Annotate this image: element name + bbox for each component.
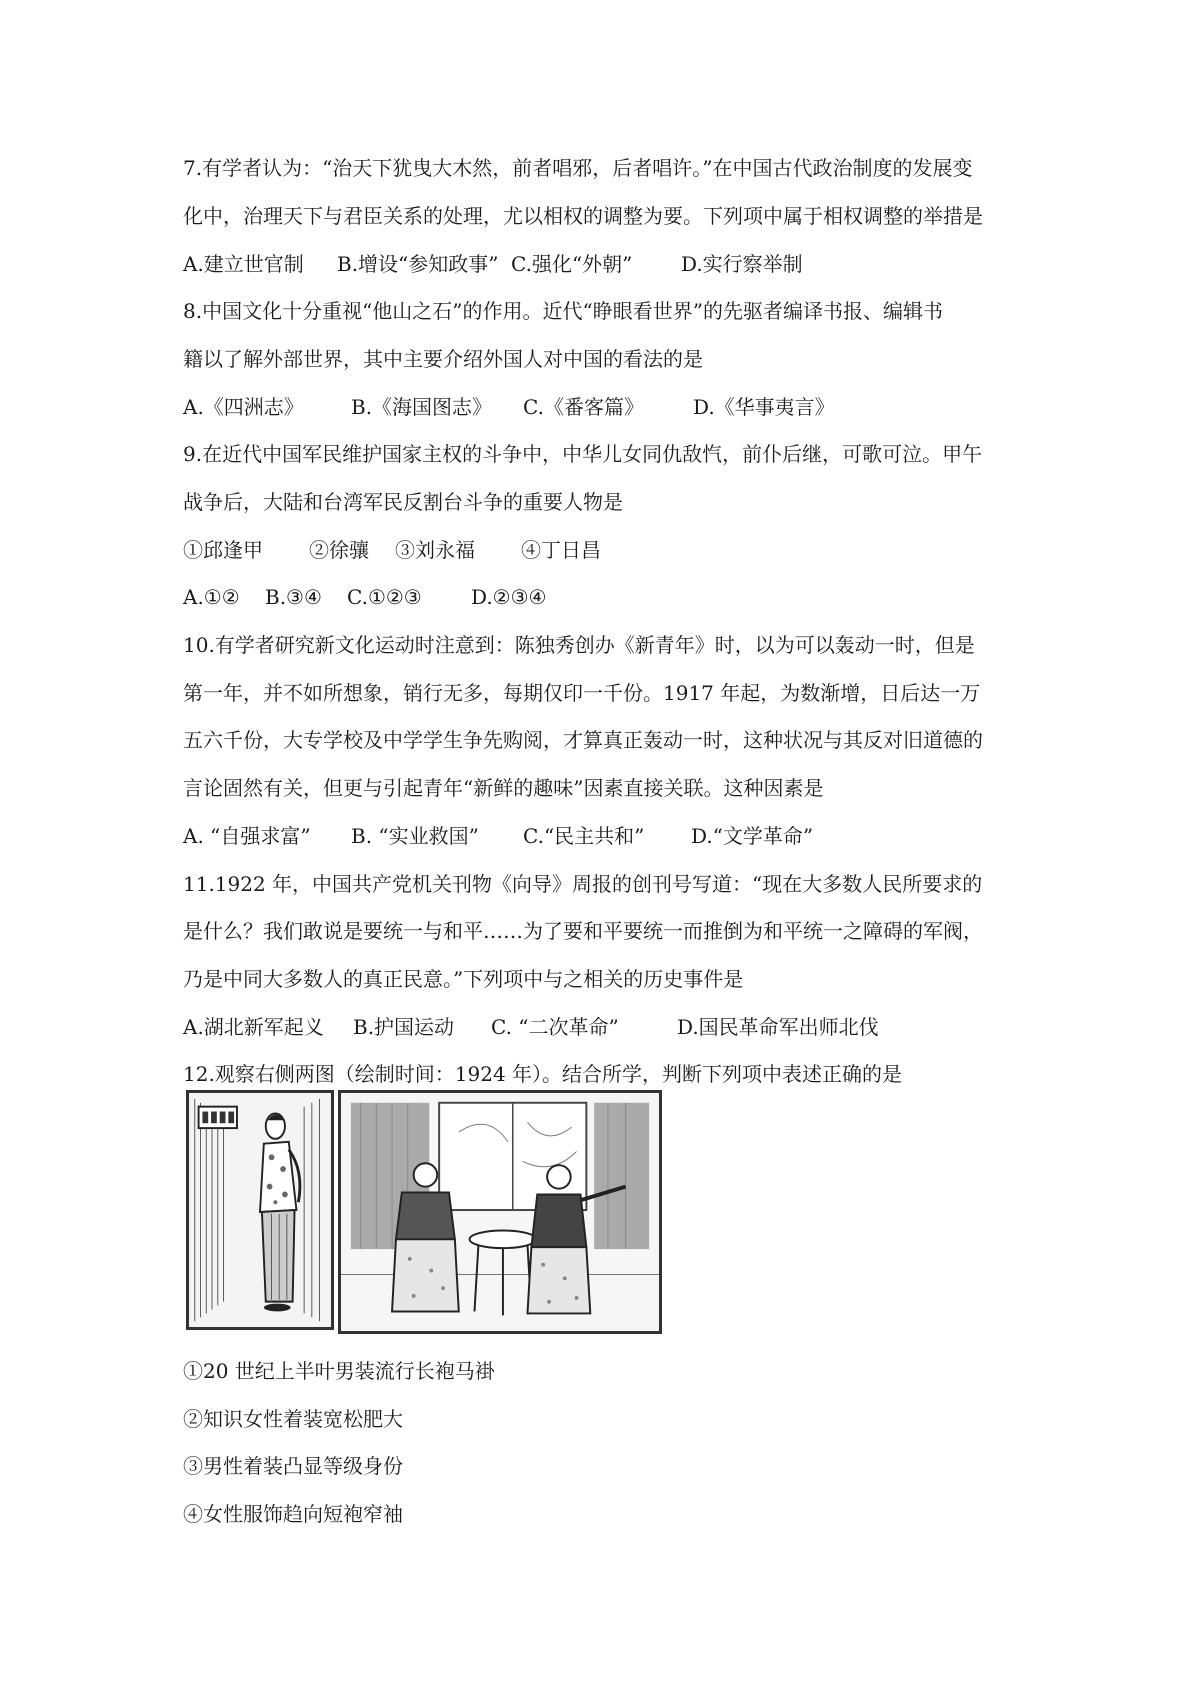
q9-item-2: ②徐骧 — [309, 538, 369, 562]
figure-woman-in-doorway — [186, 1090, 334, 1330]
q9-item-3: ③刘永福 — [395, 538, 475, 562]
q10-options — [183, 822, 813, 850]
q10-stem-line-4: 言论固然有关，但更与引起青年“新鲜的趣味”因素直接关联。这种因素是 — [183, 776, 824, 800]
q9-option-b: B.③④ — [265, 585, 322, 609]
q7-stem-line-1: 7.有学者认为：“治天下犹曳大木然，前者唱邪，后者唱许。”在中国古代政治制度的发展变 — [183, 156, 973, 180]
q9-options — [183, 583, 546, 611]
q12-figures — [186, 1090, 662, 1334]
figure-two-men-conversing — [338, 1090, 662, 1334]
q8-option-c: C.《番客篇》 — [523, 395, 644, 419]
q10-stem-line-1: 10.有学者研究新文化运动时注意到：陈独秀创办《新青年》时，以为可以轰动一时，但是 — [183, 633, 975, 657]
q10-option-b: B. “实业救国” — [351, 824, 479, 848]
q9-items — [183, 536, 601, 564]
woman-illustration — [189, 1093, 331, 1327]
q12-stem: 12.观察右侧两图（绘制时间：1924 年）。结合所学，判断下列项中表述正确的是 — [183, 1062, 903, 1086]
q12-item-3: ③男性着装凸显等级身份 — [183, 1454, 403, 1478]
q9-stem-line-1: 9.在近代中国军民维护国家主权的斗争中，中华儿女同仇敌忾，前仆后继，可歌可泣。甲午 — [183, 442, 983, 466]
q11-stem-line-1: 11.1922 年，中国共产党机关刊物《向导》周报的创刊号写道：“现在大多数人民所要求的 — [183, 872, 983, 896]
q11-stem-line-3: 乃是中同大多数人的真正民意。”下列项中与之相关的历史事件是 — [183, 967, 744, 991]
q11-stem-line-2: 是什么？我们敢说是要统一与和平……为了要和平要统一而推倒为和平统一之障碍的军阀， — [183, 919, 983, 943]
q10-stem-line-2: 第一年，并不如所想象，销行无多，每期仅印一千份。1917 年起，为数渐增，日后达一万 — [183, 681, 981, 705]
q12-item-4: ④女性服饰趋向短袍窄袖 — [183, 1502, 403, 1526]
q12-item-1: ①20 世纪上半叶男装流行长袍马褂 — [183, 1359, 495, 1383]
q9-option-a: A.①② — [183, 585, 240, 609]
q7-stem-line-2: 化中，治理天下与君臣关系的处理，尤以相权的调整为要。下列项中属于相权调整的举措是 — [183, 204, 983, 228]
q11-option-a: A.湖北新军起义 — [183, 1015, 324, 1039]
q11-options — [183, 1013, 879, 1041]
q11-option-c: C. “二次革命” — [491, 1015, 619, 1039]
q8-options — [183, 393, 835, 421]
q10-option-c: C.“民主共和” — [523, 824, 645, 848]
men-illustration — [341, 1093, 659, 1331]
q9-item-1: ①邱逢甲 — [183, 538, 263, 562]
q8-stem-line-1: 8.中国文化十分重视“他山之石”的作用。近代“睁眼看世界”的先驱者编译书报、编辑书 — [183, 299, 943, 323]
q9-stem-line-2: 战争后，大陆和台湾军民反割台斗争的重要人物是 — [183, 490, 623, 514]
q7-options — [183, 250, 803, 278]
q7-option-c: C.强化“外朝” — [511, 252, 633, 276]
q7-option-a: A.建立世官制 — [183, 252, 304, 276]
q10-stem-line-3: 五六千份，大专学校及中学学生争先购阅，才算真正轰动一时，这种状况与其反对旧道德的 — [183, 728, 983, 752]
q9-item-4: ④丁日昌 — [521, 538, 601, 562]
q8-option-d: D.《华事夷言》 — [693, 395, 835, 419]
q7-option-d: D.实行察举制 — [681, 252, 803, 276]
q8-stem-line-2: 籍以了解外部世界，其中主要介绍外国人对中国的看法的是 — [183, 347, 703, 371]
q9-option-c: C.①②③ — [347, 585, 422, 609]
q8-option-b: B.《海国图志》 — [351, 395, 493, 419]
q8-option-a: A.《四洲志》 — [183, 395, 304, 419]
q7-option-b: B.增设“参知政事” — [337, 252, 499, 276]
q11-option-d: D.国民革命军出师北伐 — [677, 1015, 879, 1039]
q10-option-d: D.“文学革命” — [691, 824, 814, 848]
q11-option-b: B.护国运动 — [353, 1015, 455, 1039]
q10-option-a: A. “自强求富” — [183, 824, 311, 848]
q9-option-d: D.②③④ — [471, 585, 547, 609]
q12-item-2: ②知识女性着装宽松肥大 — [183, 1407, 403, 1431]
